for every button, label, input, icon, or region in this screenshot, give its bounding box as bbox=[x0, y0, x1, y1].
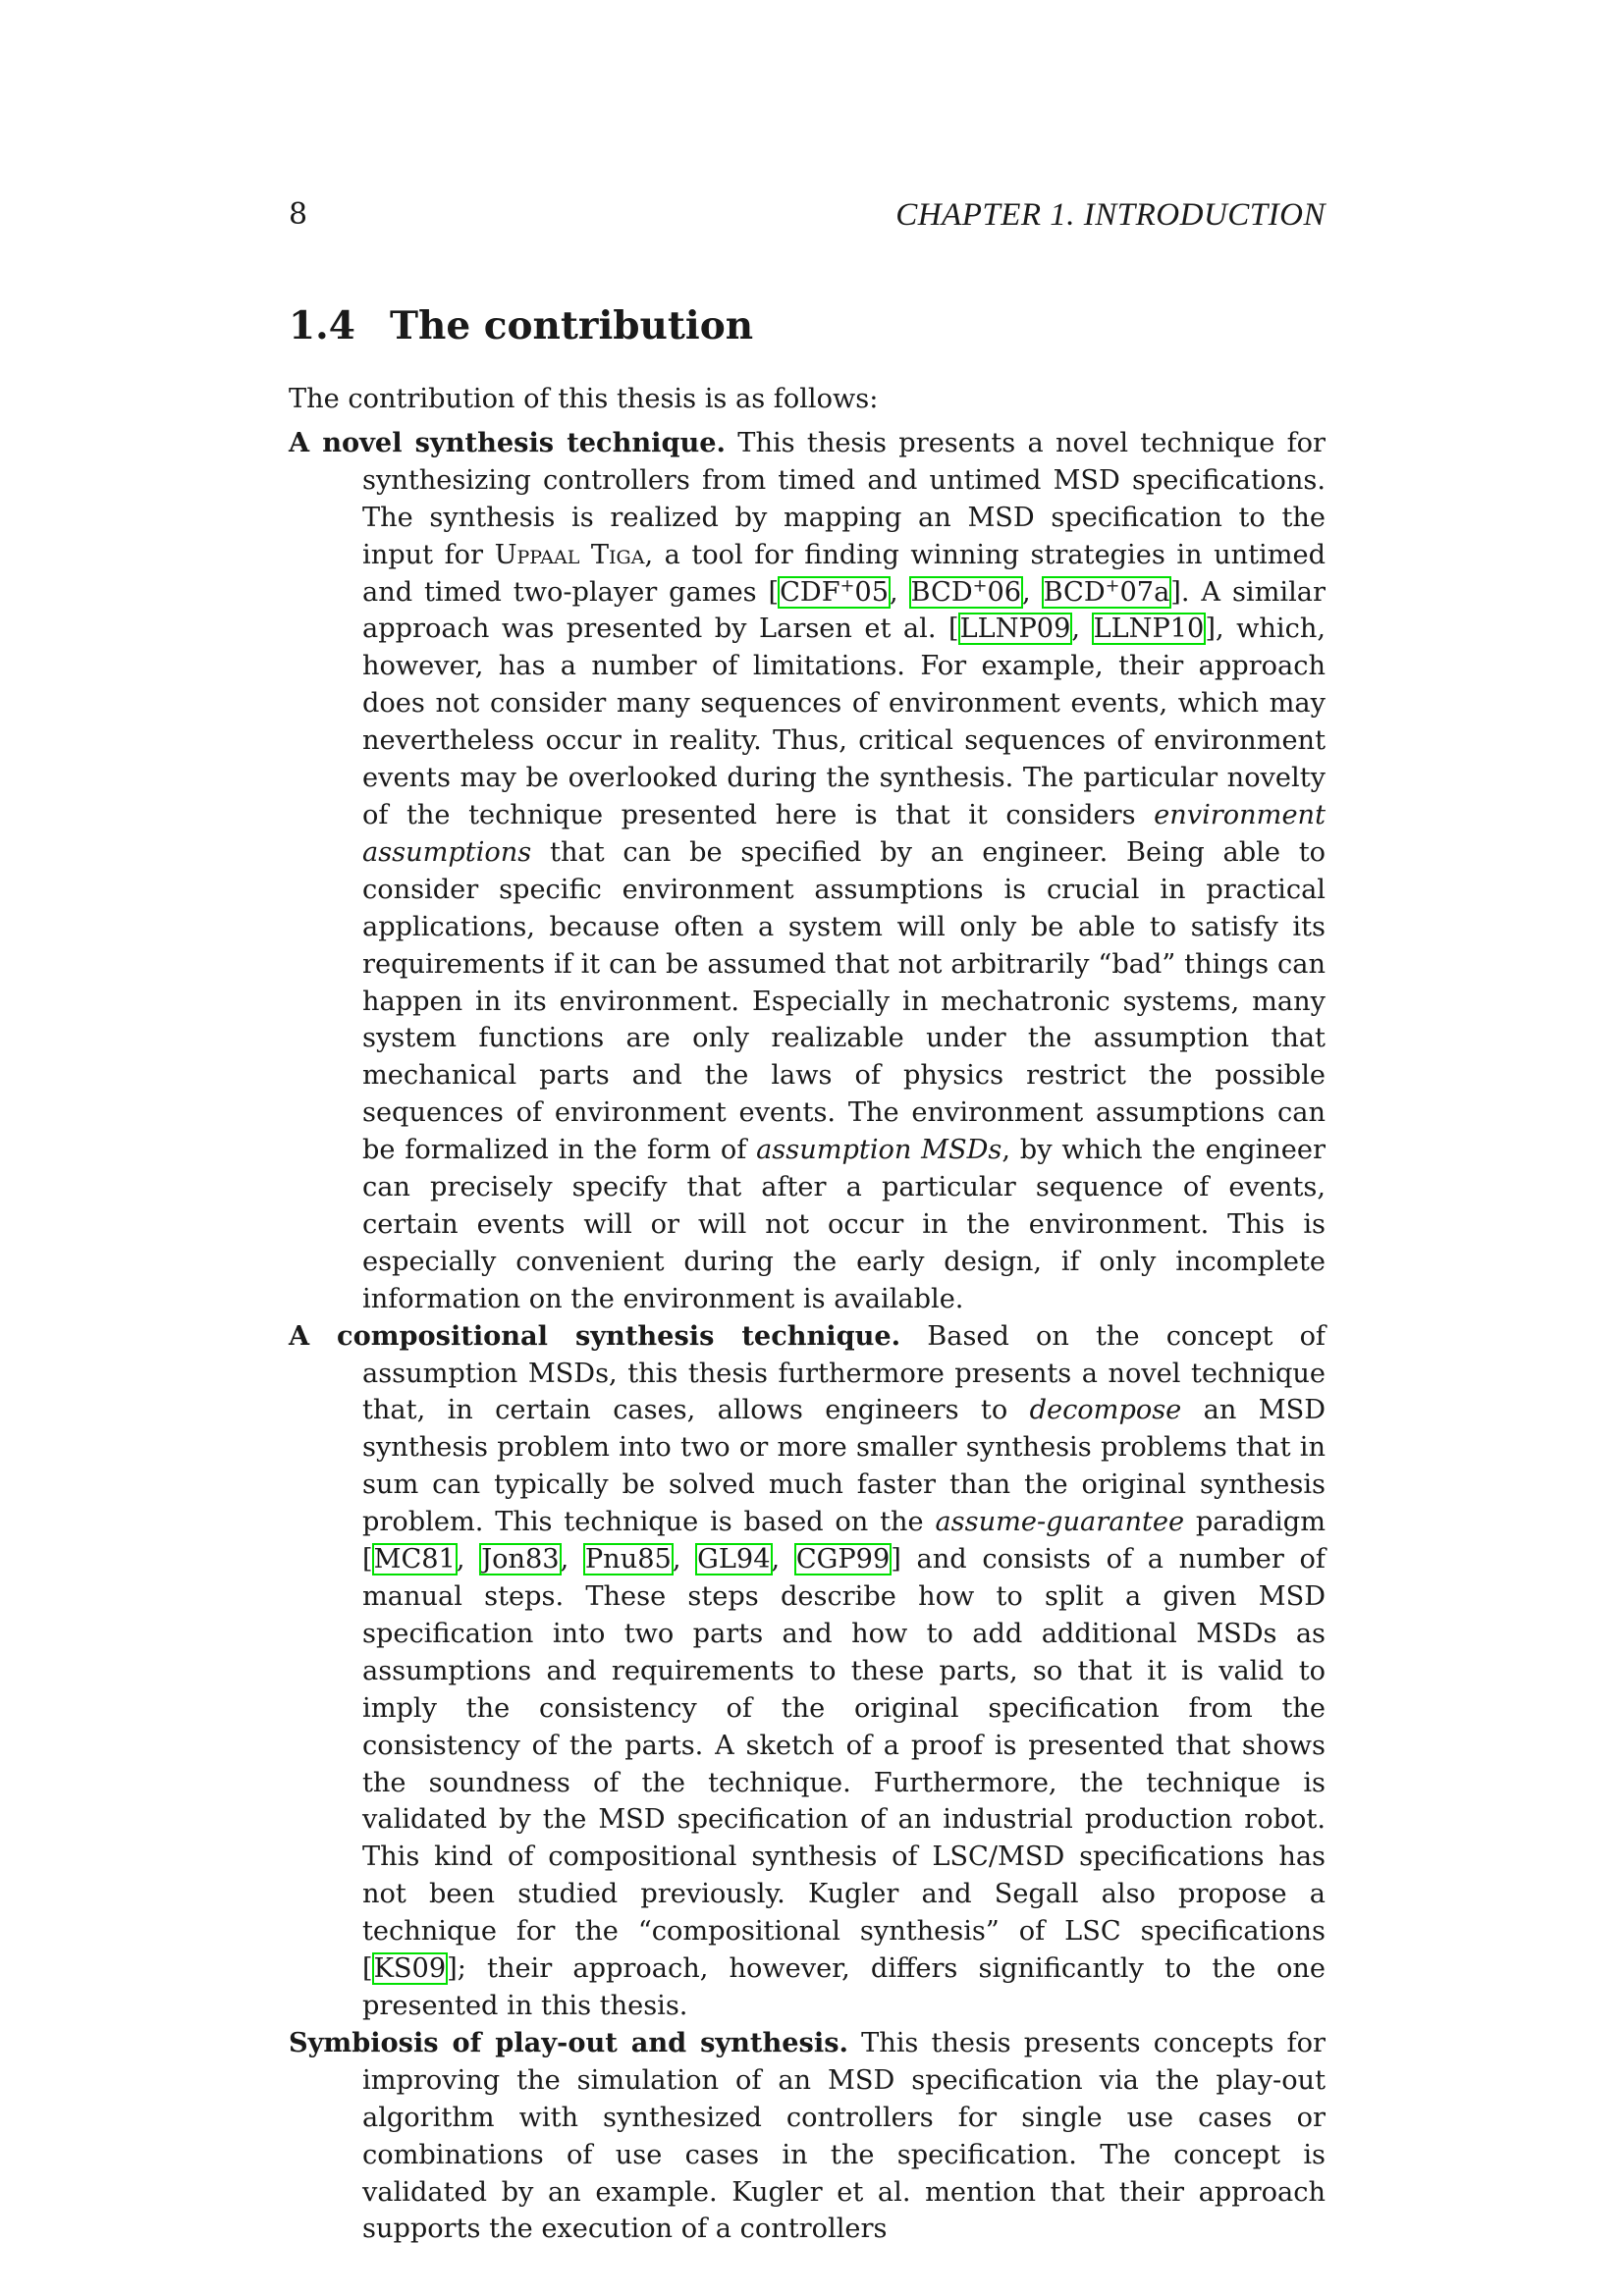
tool-name: Uppaal Tiga bbox=[494, 539, 645, 570]
citation-link[interactable]: CGP99 bbox=[795, 1544, 891, 1575]
contribution-item-compositional: A compositional synthesis technique. Based on the concept of assumption MSDs, this thesis furthermore presents a novel technique that, in certain cases, allows engineers to decompose an MSD synthesis problem into two or more smaller synthesis problems that in sum can typically be solved much faster than the original synthesis problem. This technique is based on the assume-guarantee paradigm [MC81, Jon83, Pnu85, GL94, CGP99] and consists of a number of manual steps. These steps describe how to split a given MSD specification into two parts and how to add additional MSDs as assumptions and requirements to these parts, so that it is valid to imply the consistency of the original specification from the consistency of the parts. A sketch of a proof is presented that shows the soundness of the technique. Furthermore, the technique is validated by the MSD specification of an industrial production robot. This kind of compositional synthesis of LSC/MSD specifications has not been studied previously. Kugler and Segall also propose a technique for the “compositional synthesis” of LSC specifications [KS09]; their approach, however, differs significantly to the one presented in this thesis. bbox=[289, 1319, 1326, 2021]
page-number: 8 bbox=[289, 197, 308, 232]
item-text: This thesis presents concepts for improving the simulation of an MSD specification via the play-out algorithm with synthesized controllers for single use cases or combinations of use cases in the specification. The concept is validated by an example. Kugler et al. mention that their approach supports the execution of a controllers bbox=[362, 2027, 1326, 2245]
item-text: , a tool for finding winning strategies in untimed and timed two-player games [ bbox=[362, 539, 1326, 608]
citation-link[interactable]: BCD+06 bbox=[910, 575, 1022, 608]
citation-link[interactable]: Pnu85 bbox=[584, 1544, 672, 1575]
item-text: that can be specified by an engineer. Being able to consider specific environment assumptions is crucial in practical applications, because often a system will only be able to satisfy its requirements if it can be assumed that not arbitrarily “bad” things can happen in its environment. Especially in mechatronic systems, many system functions are only realizable under the assumption that mechanical parts and the laws of physics restrict the possible sequences of environment events. The environment assumptions can be formalized in the form of bbox=[362, 836, 1326, 1166]
emphasis: environment assumptions bbox=[362, 799, 1326, 868]
intro-paragraph: The contribution of this thesis is as follows: bbox=[289, 384, 879, 414]
item-text: an MSD synthesis problem into two or more smaller synthesis problems that in sum can typically be solved much faster than the original synthesis problem. This technique is based on the bbox=[362, 1395, 1326, 1538]
citation-link[interactable]: BCD+07a bbox=[1043, 575, 1170, 608]
item-text: paradigm [ bbox=[362, 1507, 1326, 1575]
item-text: ], which, however, has a number of limitations. For example, their approach does not consider many sequences of environment events, which may nevertheless occur in reality. Thus, critical sequences of environment events may be overlooked during the synthesis. The particular novelty of the technique presented here is that it considers bbox=[362, 614, 1326, 830]
item-text: , by which the engineer can precisely specify that after a particular sequence of events, certain events will or will not occur in the environment. This is especially convenient during the early design, if only incomplete information on the environment is available. bbox=[362, 1135, 1326, 1314]
contribution-item-playout bbox=[289, 2025, 1326, 2248]
chapter-title: CHAPTER 1. INTRODUCTION bbox=[895, 197, 1326, 233]
citation-link[interactable]: KS09 bbox=[373, 1953, 447, 1985]
item-title: A compositional synthesis technique. bbox=[289, 1319, 901, 1352]
citation-link[interactable]: LLNP10 bbox=[1093, 614, 1205, 645]
item-text: Based on the concept of assumption MSDs, this thesis furthermore presents a novel technique that, in certain cases, allows engineers to bbox=[362, 1320, 1326, 1426]
emphasis: assume-guarantee bbox=[935, 1507, 1185, 1538]
citation-link[interactable]: Jon83 bbox=[481, 1544, 560, 1575]
contribution-item-synthesis: A novel synthesis technique. This thesis presents a novel technique for synthesizing controllers from timed and untimed MSD specifications. The synthesis is realized by mapping an MSD specification to the input for Uppaal Tiga, a tool for finding winning strategies in untimed and timed two-player games [CDF+05, BCD+06, BCD+07a]. A similar approach was presented by Larsen et al. [LLNP09, LLNP10], which, however, has a number of limitations. For example, their approach does not consider many sequences of environment events, which may nevertheless occur in reality. Thus, critical sequences of environment events may be overlooked during the synthesis. The particular novelty of the technique presented here is that it considers environment assumptions that can be specified by an engineer. Being able to consider specific environment assumptions is crucial in practical applications, because often a system will only be able to satisfy its requirements if it can be assumed that not arbitrarily “bad” things can happen in its environment. Especially in mechatronic systems, many system functions are only realizable under the assumption that mechanical parts and the laws of physics restrict the possible sequences of environment events. The environment assumptions can be formalized in the form of assumption MSDs, by which the engineer can precisely specify that after a particular sequence of events, certain events will or will not occur in the environment. This is especially convenient during the early design, if only incomplete information on the environment is available. bbox=[289, 426, 1326, 1314]
emphasis: assumption MSDs bbox=[756, 1135, 1002, 1166]
item-text: This thesis presents a novel technique for synthesizing controllers from timed and untimed MSD specifications. The synthesis is realized by mapping an MSD specification to the input for bbox=[362, 427, 1326, 570]
item-text: ]. A similar approach was presented by Larsen et al. [ bbox=[362, 576, 1326, 645]
citation-link[interactable]: GL94 bbox=[697, 1544, 771, 1575]
item-text: ] and consists of a number of manual steps. These steps describe how to split a given MSD specification into two parts and how to add additional MSDs as assumptions and requirements to these parts, so that it is valid to imply the consistency of the original specification from the consistency of the parts. A sketch of a proof is presented that shows the soundness of the technique. Furthermore, the technique is validated by the MSD specification of an industrial production robot. This kind of compositional synthesis of LSC/MSD specifications has not been studied previously. Kugler and Segall also propose a technique for the “compositional synthesis” of LSC specifications [ bbox=[362, 1544, 1326, 1985]
item-text: ]; their approach, however, differs significantly to the one presented in this thesis. bbox=[362, 1953, 1326, 2021]
citation-link[interactable]: MC81 bbox=[373, 1544, 456, 1575]
section-title: The contribution bbox=[390, 303, 754, 348]
item-title: A novel synthesis technique. bbox=[289, 426, 727, 458]
section-number: 1.4 bbox=[289, 303, 355, 348]
body-text bbox=[289, 381, 1326, 2248]
item-title: Symbiosis of play-out and synthesis. bbox=[289, 2026, 848, 2058]
citation-link[interactable]: LLNP09 bbox=[959, 614, 1071, 645]
citation-link[interactable]: CDF+05 bbox=[780, 575, 889, 608]
emphasis: decompose bbox=[1029, 1395, 1182, 1426]
section-heading bbox=[289, 301, 753, 350]
